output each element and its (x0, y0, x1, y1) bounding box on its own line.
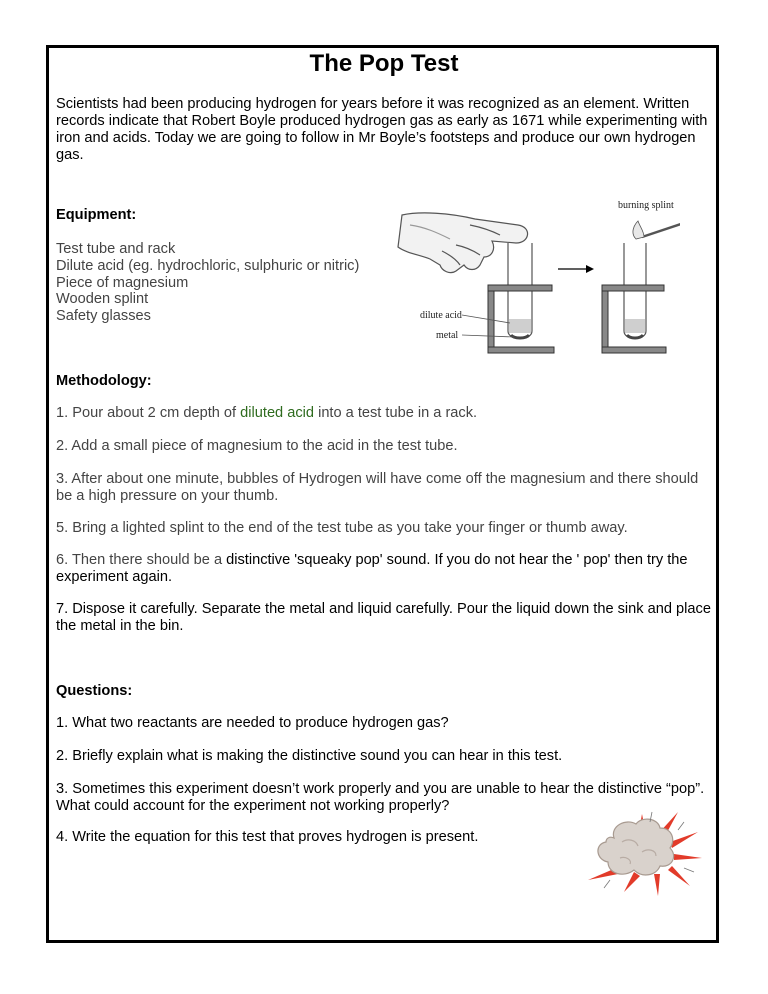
method-step-6 (56, 552, 716, 586)
equipment-item: Test tube and rack (56, 241, 176, 257)
question-4: 4. Write the equation for this test that proves hydrogen is present. (56, 829, 479, 845)
equipment-item: Dilute acid (eg. hydrochloric, sulphuric or nitric) (56, 257, 360, 274)
diagram-label-metal: metal (436, 330, 459, 341)
acid-pointer (462, 315, 510, 323)
equipment-item: Piece of magnesium (56, 274, 189, 291)
equipment-item: Wooden splint (56, 291, 149, 308)
diagram-label-splint: burning splint (618, 200, 674, 211)
method-step-7: 7. Dispose it carefully. Separate the metal and liquid carefully. Pour the liquid down the sink and place the metal in the bin. (56, 601, 711, 634)
diagram-label-acid: dilute acid (420, 310, 462, 321)
method-step-6-start: 6. Then there should be a (56, 552, 227, 568)
equipment-heading: Equipment: (56, 207, 137, 223)
arrow-icon (558, 265, 594, 273)
page-title: The Pop Test (309, 50, 459, 77)
methodology-heading: Methodology: (56, 373, 152, 389)
method-step-1-end: into a test tube in a rack. (314, 405, 478, 421)
question-1: 1. What two reactants are needed to produce hydrogen gas? (56, 715, 449, 731)
experiment-diagram (380, 195, 680, 365)
equipment-item: Safety glasses (56, 308, 151, 325)
method-step-3: 3. After about one minute, bubbles of Hydrogen will have come off the magnesium and there should be a high pressure on your thumb. (56, 471, 699, 504)
equipment-list (56, 241, 359, 325)
method-step-5: 5. Bring a lighted splint to the end of the test tube as you take your finger or thumb away. (56, 520, 628, 536)
method-step-6-end: distinctive 'squeaky pop' sound. If you do not hear the ' pop' then try the experiment again. (56, 552, 688, 585)
method-step-2: 2. Add a small piece of magnesium to the acid in the test tube. (56, 438, 458, 454)
diluted-acid-highlight: diluted acid (240, 405, 315, 421)
question-3: 3. Sometimes this experiment doesn’t work properly and you are unable to hear the distinctive “pop”. What could account for the experiment not working properly? (56, 781, 705, 814)
burning-splint (633, 217, 680, 239)
explosion-icon (580, 808, 710, 898)
intro-paragraph: Scientists had been producing hydrogen for years before it was recognized as an element. Written records indicate that Robert Boyle produced hydrogen gas as early as 1671 while experimenting with iron and acids. Today we are going to follow in Mr Boyle’s footsteps and produce our own hydrogen gas. (56, 96, 708, 163)
question-2: 2. Briefly explain what is making the distinctive sound you can hear in this test. (56, 748, 563, 764)
questions-heading: Questions: (56, 683, 133, 699)
method-step-1 (56, 405, 716, 422)
method-step-1-start: 1. Pour about 2 cm depth of (56, 405, 241, 421)
